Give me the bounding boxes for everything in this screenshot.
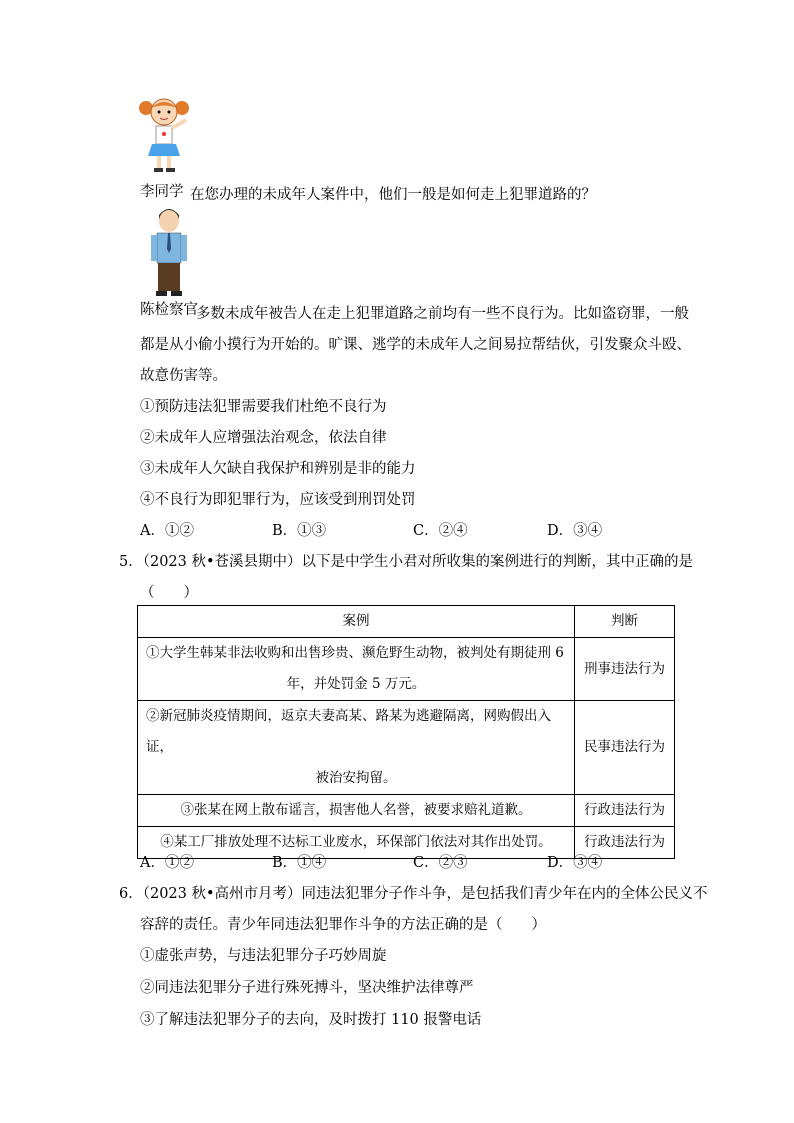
table-header-row	[138, 606, 675, 638]
q4-option-c: C．②④	[413, 523, 468, 539]
q4-statement-3: ③未成年人欠缺自我保护和辨别是非的能力	[140, 461, 416, 477]
case-3-text: ③张某在网上散布谣言，损害他人名誉，被要求赔礼道歉。	[138, 795, 575, 827]
q4-statement-1: ①预防违法犯罪需要我们杜绝不良行为	[140, 399, 387, 415]
q5-option-d: D．③④	[547, 855, 603, 871]
q4-option-b: B．①③	[272, 523, 327, 539]
q5-option-b: B．①④	[272, 855, 327, 871]
case-4-text: ④某工厂排放处理不达标工业废水，环保部门依法对其作出处罚。	[138, 827, 575, 859]
prosecutor-answer-line2: 都是从小偷小摸行为开始的。旷课、逃学的未成年人之间易拉帮结伙，引发聚众斗殴、	[140, 337, 691, 353]
case-3-judgment: 行政违法行为	[575, 795, 675, 827]
prosecutor-answer-line3: 故意伤害等。	[140, 368, 227, 384]
student-question: 在您办理的未成年人案件中，他们一般是如何走上犯罪道路的？	[190, 187, 596, 203]
q5-answer-blank: （ ）	[140, 585, 198, 601]
case-2-line1: ②新冠肺炎疫情期间，返京夫妻高某、路某为逃避隔离，网购假出入证，	[146, 708, 551, 755]
case-1-line2: 年，并处罚金 5 万元。	[286, 676, 426, 692]
q5-option-c: C．②③	[413, 855, 468, 871]
q4-statement-4: ④不良行为即犯罪行为，应该受到刑罚处罚	[140, 492, 416, 508]
prosecutor-answer-line1: 多数未成年被告人在走上犯罪道路之前均有一些不良行为。比如盗窃罪，一般	[196, 306, 689, 322]
q6-stem-line2: 容辞的责任。青少年同违法犯罪作斗争的方法正确的是（ ）	[140, 917, 546, 933]
q6-statement-2: ②同违法犯罪分子进行殊死搏斗，坚决维护法律尊严	[140, 980, 474, 996]
table-header-case: 案例	[138, 606, 575, 638]
case-1-judgment: 刑事违法行为	[575, 638, 675, 701]
case-4-judgment: 行政违法行为	[575, 827, 675, 859]
prosecutor-name: 陈检察官	[140, 302, 198, 318]
q6-statement-3: ③了解违法犯罪分子的去向，及时拨打 110 报警电话	[140, 1012, 482, 1028]
table-row	[138, 701, 675, 795]
table-row	[138, 638, 675, 701]
prosecutor-illustration	[145, 203, 193, 298]
case-1-line1: ①大学生韩某非法收购和出售珍贵、濒危野生动物，被判处有期徒刑 6	[146, 645, 564, 661]
student-name: 李同学	[140, 184, 184, 200]
student-girl-illustration	[136, 96, 194, 176]
q4-option-d: D．③④	[547, 523, 603, 539]
case-2-line2: 被治安拘留。	[315, 770, 397, 786]
q5-stem: 5．（2023 秋•苍溪县期中）以下是中学生小君对所收集的案例进行的判断，其中正确的是	[119, 554, 694, 570]
q6-statement-1: ①虚张声势，与违法犯罪分子巧妙周旋	[140, 948, 387, 964]
table-row	[138, 795, 675, 827]
table-header-judgment: 判断	[575, 606, 675, 638]
q6-stem-line1: 6．（2023 秋•高州市月考）同违法犯罪分子作斗争，是包括我们青少年在内的全体公民义不	[119, 886, 708, 902]
case-2-judgment: 民事违法行为	[575, 701, 675, 795]
q5-option-a: A．①②	[140, 855, 194, 871]
q4-option-a: A．①②	[140, 523, 194, 539]
q5-case-table	[137, 605, 675, 859]
q4-statement-2: ②未成年人应增强法治观念，依法自律	[140, 430, 387, 446]
